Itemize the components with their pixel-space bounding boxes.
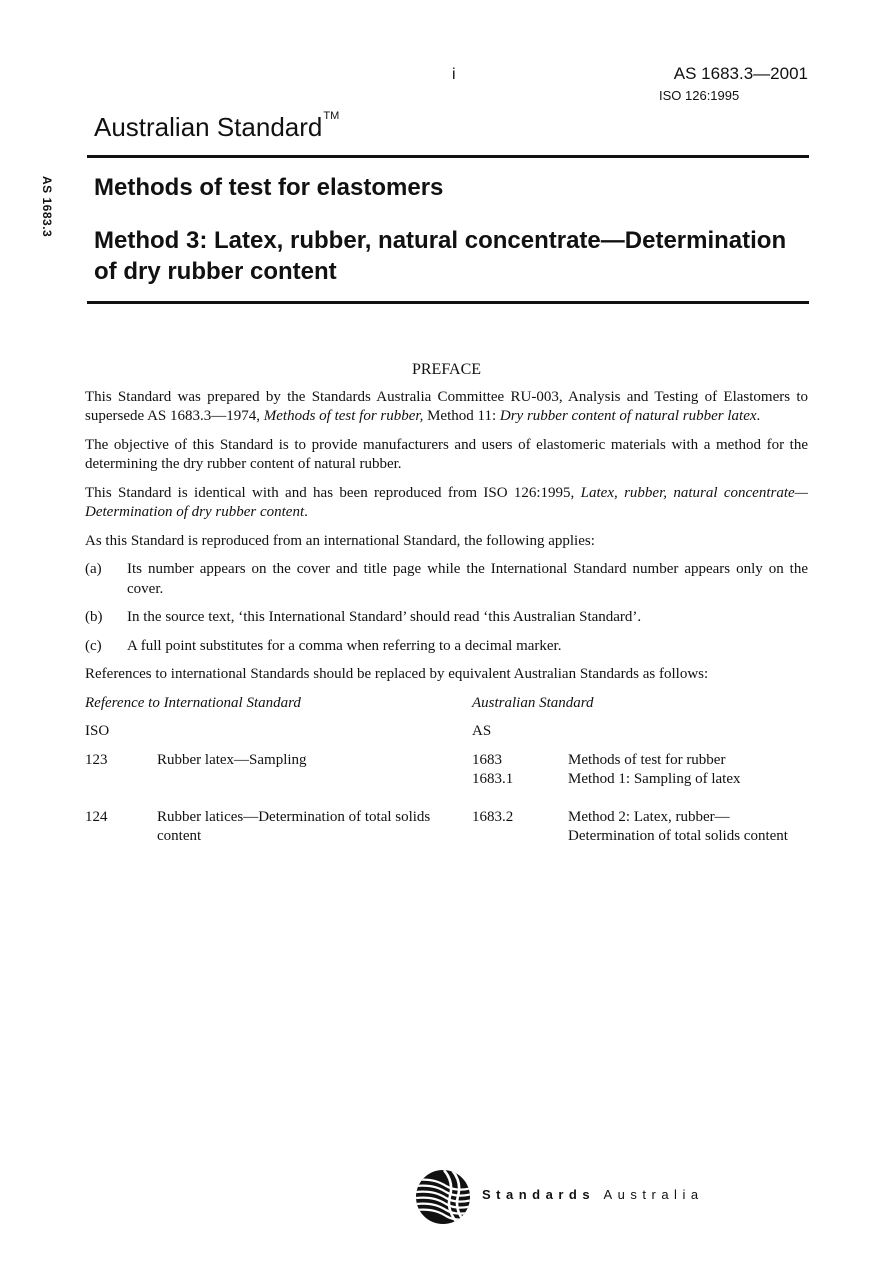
list-item-label: (c) (85, 637, 102, 654)
document-subtitle: Method 3: Latex, rubber, natural concentrate—Determination of dry rubber content (94, 227, 787, 285)
preface-paragraph-3 (85, 484, 808, 523)
as-title: Method 1: Sampling of latex (568, 771, 741, 787)
footer-brand (482, 1187, 704, 1202)
footer-brand-regular: Australia (603, 1187, 704, 1202)
preface-paragraph-2: The objective of this Standard is to provide manufacturers and users of elastomeric materials with a method for the determining the dry rubber content of natural rubber. (85, 436, 808, 472)
table-row (85, 751, 808, 808)
as-number: 1683 (472, 751, 502, 768)
preface-p1-end: . (756, 408, 761, 424)
column-header-australian: Australian Standard (472, 694, 594, 711)
subheader-iso: ISO (85, 723, 110, 739)
as-title: Methods of test for rubber (568, 751, 726, 768)
as-number-cell (472, 751, 568, 808)
as-number: 1683.2 (472, 808, 514, 825)
iso-number: ISO 126:1995 (659, 88, 740, 103)
standard-number: AS 1683.3—2001 (673, 64, 808, 83)
as-number: 1683.1 (472, 771, 514, 787)
as-title: Method 2: Latex, rubber—Determination of total solids content (568, 808, 788, 844)
preface-p3-text: This Standard is identical with and has been reproduced from ISO 126:1995, (85, 484, 581, 501)
as-title-cell (568, 808, 808, 865)
table-subheader-row (85, 722, 808, 751)
list-item-text: A full point substitutes for a comma when referring to a decimal marker. (127, 637, 562, 654)
list-item-text: In the source text, ‘this International Standard’ should read ‘this Australian Standard’. (127, 609, 642, 625)
list-item (85, 637, 808, 657)
as-number-cell (472, 808, 568, 865)
list-item (85, 608, 808, 628)
column-header-international: Reference to International Standard (85, 694, 301, 711)
list-item-label: (b) (85, 609, 103, 625)
footer-brand-bold: Standards (482, 1187, 596, 1202)
iso-title-cell: Rubber latices—Determination of total solids content (157, 808, 431, 844)
header-rule-top (87, 155, 809, 158)
list-item-label: (a) (85, 561, 102, 577)
iso-number-cell: 124 (85, 808, 108, 825)
preface-p1-italic-title: Methods of test for rubber, (263, 408, 424, 424)
side-label: AS 1683.3 (40, 176, 54, 238)
brand-title-text: Australian Standard (94, 112, 323, 142)
reference-table (85, 694, 808, 865)
table-row (85, 808, 808, 865)
preface-paragraph-4: As this Standard is reproduced from an international Standard, the following applies: (85, 532, 595, 549)
preface-section (85, 360, 808, 865)
preface-p3-italic-title: Latex, rubber, natural concentrate—Determination of dry rubber content (85, 484, 809, 520)
table-header-row (85, 694, 808, 723)
iso-title-cell: Rubber latex—Sampling (157, 751, 307, 768)
iso-number-cell: 123 (85, 751, 108, 768)
subheader-as: AS (472, 723, 492, 739)
standards-australia-globe-icon (414, 1168, 472, 1226)
preface-heading: PREFACE (411, 361, 482, 378)
page-number: i (452, 66, 456, 83)
header-rule-bottom (87, 301, 809, 304)
as-title-cell (568, 751, 808, 808)
document-title: Methods of test for elastomers (94, 174, 444, 201)
preface-p1-text: This Standard was prepared by the Standards Australia Committee RU-003, Analysis and Testing of Elastomers to supersede AS 1683.3—1974, (85, 388, 808, 424)
preface-paragraph-5: References to international Standards should be replaced by equivalent Australian Standards as follows: (85, 666, 709, 682)
list-item-text: Its number appears on the cover and title page while the International Standard number appears only on the cover. (127, 561, 808, 597)
preface-p1-italic-method: Dry rubber content of natural rubber latex (499, 408, 757, 424)
brand-title (94, 112, 339, 143)
list-item (85, 560, 808, 599)
preface-paragraph-1 (85, 388, 808, 427)
preface-p1-method: Method 11: (423, 408, 500, 424)
trademark-mark: TM (323, 110, 340, 122)
preface-p3-end: . (304, 504, 308, 520)
